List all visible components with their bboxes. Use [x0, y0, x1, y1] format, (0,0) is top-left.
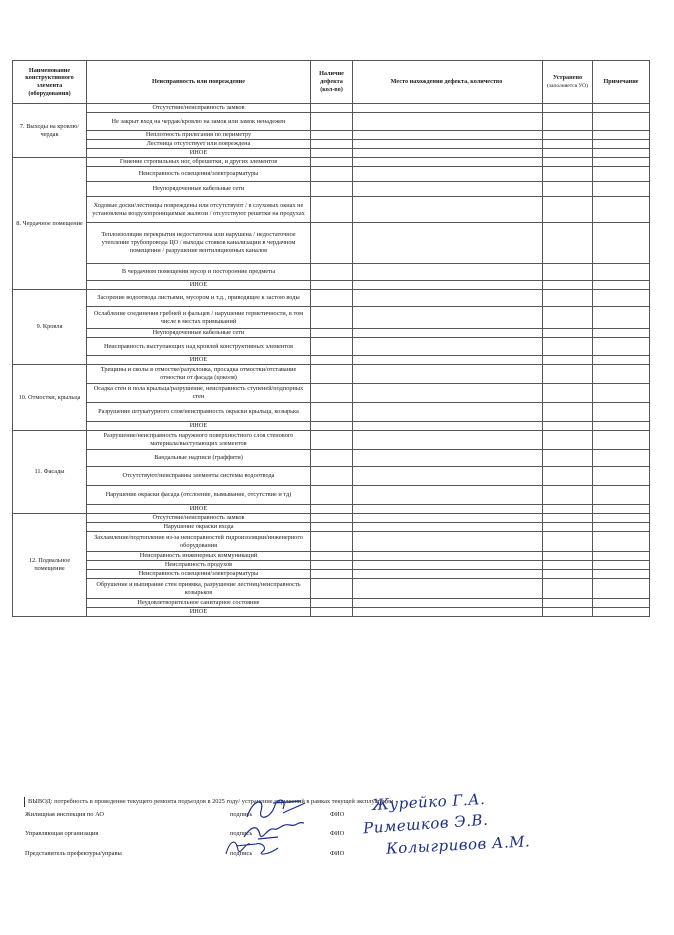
- defect-cell: Осадка стен и пола крыльца/разрушение, неисправность ступеней/подпорных стен: [87, 384, 311, 403]
- remark-cell[interactable]: [593, 450, 650, 467]
- signature-label: Управляющая организация: [25, 830, 99, 837]
- presence-cell[interactable]: [311, 338, 353, 356]
- presence-cell[interactable]: [311, 365, 353, 384]
- defect-cell: Трещины и сколы в отмостке/разуклонка, просадка отмостки/отставание отмостки от фасада (цоколя): [87, 365, 311, 384]
- defects-table: [12, 60, 650, 617]
- place-cell[interactable]: [353, 384, 543, 403]
- header-defect: Неисправность или повреждение: [87, 61, 311, 104]
- fixed-cell[interactable]: [543, 403, 593, 422]
- remark-cell[interactable]: [593, 329, 650, 338]
- defect-cell: Вандальные надписи (граффити): [87, 450, 311, 467]
- remark-cell[interactable]: [593, 113, 650, 131]
- table-row: [13, 223, 650, 264]
- place-cell[interactable]: [353, 561, 543, 570]
- defect-cell: Неисправность освещения/электроарматуры: [87, 570, 311, 579]
- place-cell[interactable]: [353, 467, 543, 486]
- place-cell[interactable]: [353, 514, 543, 523]
- fixed-cell[interactable]: [543, 167, 593, 182]
- fixed-cell[interactable]: [543, 467, 593, 486]
- fixed-cell[interactable]: [543, 223, 593, 264]
- remark-cell[interactable]: [593, 281, 650, 290]
- header-remark: Примечание: [593, 61, 650, 104]
- table-row: [13, 523, 650, 532]
- table-row: [13, 140, 650, 149]
- defect-cell: Засорение водоотвода листьями, мусором и т.д., приводящее к застою воды: [87, 290, 311, 307]
- remark-cell[interactable]: [593, 431, 650, 450]
- presence-cell[interactable]: [311, 403, 353, 422]
- place-cell[interactable]: [353, 182, 543, 197]
- handwritten-name-1: Журейко Г.А.: [371, 790, 486, 814]
- remark-cell[interactable]: [593, 514, 650, 523]
- presence-cell[interactable]: [311, 514, 353, 523]
- place-cell[interactable]: [353, 223, 543, 264]
- table-row: [13, 329, 650, 338]
- presence-cell[interactable]: [311, 532, 353, 552]
- presence-cell[interactable]: [311, 561, 353, 570]
- presence-cell[interactable]: [311, 329, 353, 338]
- defect-cell: Ходовые доски/лестницы повреждены или отсутствуют / в слуховых окнах не установлены воздухопроницаемые жалюзи / отсутствуют решетки на продухах: [87, 197, 311, 223]
- presence-cell[interactable]: [311, 450, 353, 467]
- remark-cell[interactable]: [593, 505, 650, 514]
- table-row: [13, 384, 650, 403]
- fixed-cell[interactable]: [543, 579, 593, 599]
- presence-cell[interactable]: [311, 505, 353, 514]
- place-cell[interactable]: [353, 197, 543, 223]
- presence-cell[interactable]: [311, 307, 353, 329]
- fixed-cell[interactable]: [543, 329, 593, 338]
- signature-fio-label: ФИО: [330, 850, 345, 857]
- place-cell[interactable]: [353, 167, 543, 182]
- fixed-cell[interactable]: [543, 450, 593, 467]
- table-row: [13, 431, 650, 450]
- remark-cell[interactable]: [593, 486, 650, 505]
- table-row: [13, 182, 650, 197]
- place-cell[interactable]: [353, 365, 543, 384]
- place-cell[interactable]: [353, 158, 543, 167]
- defect-cell: Неисправность продухов: [87, 561, 311, 570]
- remark-cell[interactable]: [593, 140, 650, 149]
- defect-cell: Неупорядоченные кабельные сети: [87, 329, 311, 338]
- table-row: [13, 608, 650, 617]
- place-cell[interactable]: [353, 329, 543, 338]
- header-element: Наименование конструктивного элемента (оборудования): [13, 61, 87, 104]
- fixed-cell[interactable]: [543, 307, 593, 329]
- table-row: [13, 149, 650, 158]
- element-cell: 11. Фасады: [13, 431, 87, 514]
- defect-cell: Лестница отсутствует или повреждена: [87, 140, 311, 149]
- fixed-cell[interactable]: [543, 505, 593, 514]
- table-row: [13, 514, 650, 523]
- table-row: [13, 505, 650, 514]
- defect-cell: Неисправность выступающих над кровлей конструктивных элементов: [87, 338, 311, 356]
- presence-cell[interactable]: [311, 290, 353, 307]
- remark-cell[interactable]: [593, 338, 650, 356]
- table-row: [13, 113, 650, 131]
- remark-cell[interactable]: [593, 467, 650, 486]
- place-cell[interactable]: [353, 403, 543, 422]
- fixed-cell[interactable]: [543, 486, 593, 505]
- signature-fio-label: ФИО: [330, 811, 345, 818]
- remark-cell[interactable]: [593, 182, 650, 197]
- place-cell[interactable]: [353, 599, 543, 608]
- presence-cell[interactable]: [311, 523, 353, 532]
- remark-cell[interactable]: [593, 608, 650, 617]
- fixed-cell[interactable]: [543, 281, 593, 290]
- defect-cell: В чердачном помещении мусор и посторонние предметы: [87, 264, 311, 281]
- remark-cell[interactable]: [593, 264, 650, 281]
- handwritten-name-2: Римешков Э.В.: [362, 810, 489, 838]
- defect-cell: Отсутствие/неисправность замков: [87, 514, 311, 523]
- header-presence: Наличие дефекта (кол-во): [311, 61, 353, 104]
- remark-cell[interactable]: [593, 356, 650, 365]
- remark-cell[interactable]: [593, 223, 650, 264]
- presence-cell[interactable]: [311, 182, 353, 197]
- remark-cell[interactable]: [593, 104, 650, 113]
- element-cell: 9. Кровля: [13, 290, 87, 365]
- place-cell[interactable]: [353, 450, 543, 467]
- table-row: [13, 338, 650, 356]
- place-cell[interactable]: [353, 290, 543, 307]
- fixed-cell[interactable]: [543, 113, 593, 131]
- table-row: [13, 365, 650, 384]
- presence-cell[interactable]: [311, 608, 353, 617]
- table-row: [13, 281, 650, 290]
- signature-label: Представитель префектуры/управы: [25, 850, 122, 857]
- place-cell[interactable]: [353, 140, 543, 149]
- remark-cell[interactable]: [593, 149, 650, 158]
- remark-cell[interactable]: [593, 570, 650, 579]
- defect-cell: Гниение стропильных ног, обрешетки, и других элементов: [87, 158, 311, 167]
- remark-cell[interactable]: [593, 579, 650, 599]
- presence-cell[interactable]: [311, 104, 353, 113]
- defect-cell: Разрушение штукатурного слоя/неисправность окраски крыльца, козырька: [87, 403, 311, 422]
- element-cell: 10. Отмостки, крыльца: [13, 365, 87, 431]
- presence-cell[interactable]: [311, 570, 353, 579]
- fixed-cell[interactable]: [543, 182, 593, 197]
- fixed-cell[interactable]: [543, 264, 593, 281]
- table-row: [13, 579, 650, 599]
- signature-row-prefecture: [0, 850, 674, 864]
- handwritten-signature-3: [222, 834, 282, 860]
- header-fixed-label: Устранено: [552, 74, 583, 82]
- presence-cell[interactable]: [311, 223, 353, 264]
- table-row: [13, 532, 650, 552]
- fixed-cell[interactable]: [543, 356, 593, 365]
- header-fixed: [543, 61, 593, 104]
- fixed-cell[interactable]: [543, 431, 593, 450]
- fixed-cell[interactable]: [543, 599, 593, 608]
- fixed-cell[interactable]: [543, 422, 593, 431]
- element-cell: 12. Подвальное помещение: [13, 514, 87, 617]
- conclusion-text: ВЫВОД: потребность в проведение текущего ремонта подъездов в 2025 году/ устранение нарушений в рамках текущей эксплуатации: [24, 797, 393, 807]
- signature-podpis-label: подпись: [230, 830, 253, 837]
- header-place: Место нахождения дефекта, количество: [353, 61, 543, 104]
- defect-cell: Не закрыт вход на чердак/кровлю на замок или замок ненадежен: [87, 113, 311, 131]
- table-row: [13, 467, 650, 486]
- fixed-cell[interactable]: [543, 104, 593, 113]
- signature-podpis-label: подпись: [230, 811, 253, 818]
- place-cell[interactable]: [353, 608, 543, 617]
- presence-cell[interactable]: [311, 158, 353, 167]
- place-cell[interactable]: [353, 431, 543, 450]
- defect-cell: Ослабление соединения гребней и фальцев / нарушение герметичности, в том числе в местах примыканий: [87, 307, 311, 329]
- presence-cell[interactable]: [311, 264, 353, 281]
- signature-row-management: [0, 830, 674, 844]
- place-cell[interactable]: [353, 149, 543, 158]
- presence-cell[interactable]: [311, 579, 353, 599]
- presence-cell[interactable]: [311, 113, 353, 131]
- remark-cell[interactable]: [593, 403, 650, 422]
- presence-cell[interactable]: [311, 599, 353, 608]
- remark-cell[interactable]: [593, 307, 650, 329]
- defect-cell: ИНОЕ: [87, 281, 311, 290]
- table-row: [13, 561, 650, 570]
- remark-cell[interactable]: [593, 384, 650, 403]
- table-row: [13, 599, 650, 608]
- fixed-cell[interactable]: [543, 552, 593, 561]
- place-cell[interactable]: [353, 307, 543, 329]
- place-cell[interactable]: [353, 486, 543, 505]
- table-row: [13, 197, 650, 223]
- remark-cell[interactable]: [593, 561, 650, 570]
- table-row: [13, 290, 650, 307]
- presence-cell[interactable]: [311, 422, 353, 431]
- defect-cell: ИНОЕ: [87, 356, 311, 365]
- defect-cell: Разрушение/неисправность наружного поверхностного слоя стенового материала/выступающих элементов: [87, 431, 311, 450]
- signature-label: Жилищная инспекция по АО: [25, 811, 105, 818]
- remark-cell[interactable]: [593, 365, 650, 384]
- defect-cell: Захламление/подтопление из-за неисправностей гидроизоляции/инженерного оборудования: [87, 532, 311, 552]
- place-cell[interactable]: [353, 505, 543, 514]
- place-cell[interactable]: [353, 338, 543, 356]
- presence-cell[interactable]: [311, 140, 353, 149]
- fixed-cell[interactable]: [543, 608, 593, 617]
- presence-cell[interactable]: [311, 197, 353, 223]
- fixed-cell[interactable]: [543, 384, 593, 403]
- table-row: [13, 356, 650, 365]
- presence-cell[interactable]: [311, 467, 353, 486]
- table-row: [13, 570, 650, 579]
- table-row: [13, 422, 650, 431]
- presence-cell[interactable]: [311, 356, 353, 365]
- defect-cell: ИНОЕ: [87, 149, 311, 158]
- defect-cell: Неисправность инженерных коммуникаций: [87, 552, 311, 561]
- element-cell: 7. Выходы на кровлю/чердак: [13, 104, 87, 158]
- remark-cell[interactable]: [593, 532, 650, 552]
- defect-cell: Нарушение окраски фасада (отслоение, вымывание, отсутствие и тд): [87, 486, 311, 505]
- defect-cell: Отсутствие/неисправность замков: [87, 104, 311, 113]
- fixed-cell[interactable]: [543, 532, 593, 552]
- place-cell[interactable]: [353, 131, 543, 140]
- defect-cell: ИНОЕ: [87, 422, 311, 431]
- fixed-cell[interactable]: [543, 290, 593, 307]
- presence-cell[interactable]: [311, 552, 353, 561]
- defect-cell: Отсутствуют/неисправны элементы системы водоотвода: [87, 467, 311, 486]
- fixed-cell[interactable]: [543, 523, 593, 532]
- place-cell[interactable]: [353, 113, 543, 131]
- defect-cell: Неисправность освещения/электроарматуры: [87, 167, 311, 182]
- presence-cell[interactable]: [311, 281, 353, 290]
- signature-podpis-label: подпись: [230, 850, 253, 857]
- header-fixed-note: (заполняется УО): [547, 82, 588, 89]
- place-cell[interactable]: [353, 104, 543, 113]
- place-cell[interactable]: [353, 356, 543, 365]
- table-row: [13, 552, 650, 561]
- place-cell[interactable]: [353, 523, 543, 532]
- presence-cell[interactable]: [311, 431, 353, 450]
- defect-cell: Теплоизоляция перекрытия недостаточна или нарушена / недостаточное утепление трубопровода ЦО / выходы стояков канализации в чердачном помещении / разрушение вентиляционных каналов: [87, 223, 311, 264]
- fixed-cell[interactable]: [543, 197, 593, 223]
- presence-cell[interactable]: [311, 167, 353, 182]
- fixed-cell[interactable]: [543, 158, 593, 167]
- remark-cell[interactable]: [593, 131, 650, 140]
- signature-row-inspection: [0, 811, 674, 825]
- defect-cell: Неудовлетворительное санитарное состояние: [87, 599, 311, 608]
- element-cell: 8. Чердачное помещение: [13, 158, 87, 290]
- table-row: [13, 450, 650, 467]
- place-cell[interactable]: [353, 579, 543, 599]
- table-row: [13, 264, 650, 281]
- handwritten-name-3: Колыгривов А.М.: [385, 832, 531, 858]
- remark-cell[interactable]: [593, 290, 650, 307]
- defect-cell: ИНОЕ: [87, 505, 311, 514]
- table-body: [13, 104, 650, 617]
- defect-cell: Неплотность прилегания по периметру: [87, 131, 311, 140]
- signature-fio-label: ФИО: [330, 830, 345, 837]
- remark-cell[interactable]: [593, 158, 650, 167]
- remark-cell[interactable]: [593, 167, 650, 182]
- table-row: [13, 131, 650, 140]
- place-cell[interactable]: [353, 532, 543, 552]
- table-row: [13, 158, 650, 167]
- fixed-cell[interactable]: [543, 514, 593, 523]
- table-row: [13, 403, 650, 422]
- presence-cell[interactable]: [311, 131, 353, 140]
- remark-cell[interactable]: [593, 422, 650, 431]
- defect-cell: Обрушение и выпирание стен приямка, разрушение лестниц/неисправность козырьков: [87, 579, 311, 599]
- remark-cell[interactable]: [593, 599, 650, 608]
- place-cell[interactable]: [353, 570, 543, 579]
- table-row: [13, 104, 650, 113]
- fixed-cell[interactable]: [543, 149, 593, 158]
- remark-cell[interactable]: [593, 197, 650, 223]
- defect-cell: Неупорядоченные кабельные сети: [87, 182, 311, 197]
- defect-cell: Нарушение окраски входа: [87, 523, 311, 532]
- fixed-cell[interactable]: [543, 338, 593, 356]
- table-row: [13, 486, 650, 505]
- fixed-cell[interactable]: [543, 131, 593, 140]
- place-cell[interactable]: [353, 264, 543, 281]
- presence-cell[interactable]: [311, 486, 353, 505]
- place-cell[interactable]: [353, 552, 543, 561]
- table-header-row: [13, 61, 650, 104]
- presence-cell[interactable]: [311, 384, 353, 403]
- table-row: [13, 307, 650, 329]
- fixed-cell[interactable]: [543, 365, 593, 384]
- fixed-cell[interactable]: [543, 561, 593, 570]
- remark-cell[interactable]: [593, 552, 650, 561]
- fixed-cell[interactable]: [543, 570, 593, 579]
- place-cell[interactable]: [353, 281, 543, 290]
- remark-cell[interactable]: [593, 523, 650, 532]
- defect-cell: ИНОЕ: [87, 608, 311, 617]
- presence-cell[interactable]: [311, 149, 353, 158]
- fixed-cell[interactable]: [543, 140, 593, 149]
- place-cell[interactable]: [353, 422, 543, 431]
- table-row: [13, 167, 650, 182]
